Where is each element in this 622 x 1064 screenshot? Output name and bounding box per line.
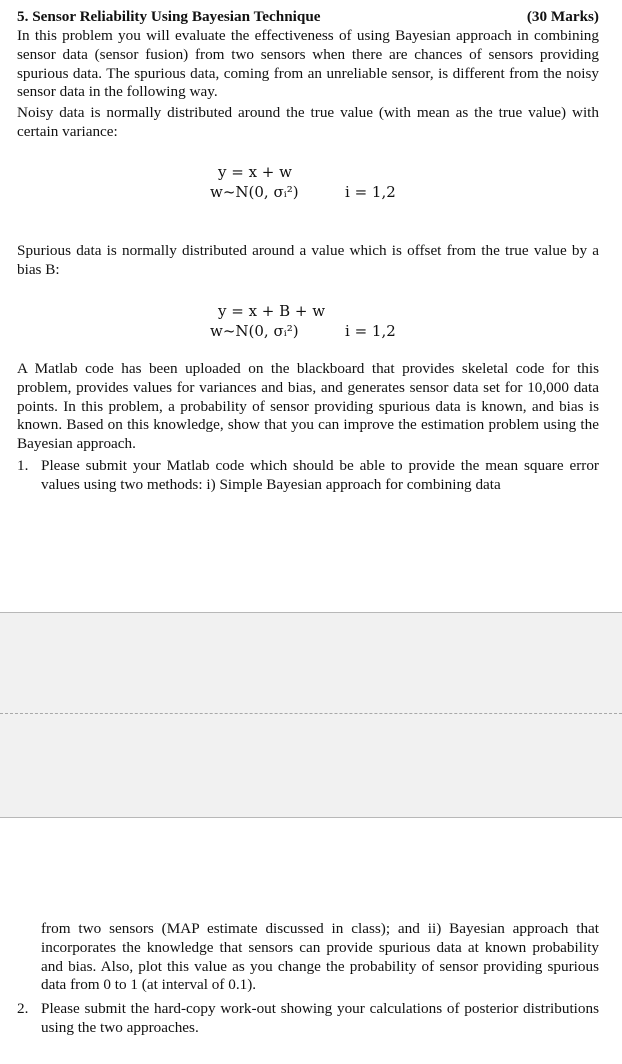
spurious-noise-distribution-equation: w~N(0, σᵢ²) xyxy=(210,322,299,340)
question-1-text-part-2: from two sensors (MAP estimate discussed in class); and ii) Bayesian approach that incorporates the knowledge that sensors can provide spurious data at known probability and bias. Also, plot this value as you change the probability of sensor providing spurious data from 0 to 1 (at interval of 0.1). xyxy=(41,920,599,994)
noisy-index-equation: i = 1,2 xyxy=(345,183,396,201)
noisy-noise-distribution-equation: w~N(0, σᵢ²) xyxy=(210,183,299,201)
page-break-area xyxy=(0,612,622,818)
problem-title: 5. Sensor Reliability Using Bayesian Technique xyxy=(17,8,321,25)
spurious-index-equation: i = 1,2 xyxy=(345,322,396,340)
marks-label: (30 Marks) xyxy=(526,8,599,25)
question-2-text: Please submit the hard-copy work-out showing your calculations of posterior distributions using the two approaches. xyxy=(41,1000,599,1036)
question-1-number: 1. xyxy=(17,457,29,474)
problem-header xyxy=(17,8,599,28)
noisy-data-equation: y = x + w xyxy=(218,163,292,181)
problem-introduction: In this problem you will evaluate the effectiveness of using Bayesian approach in combining sensor data (sensor fusion) from two sensors when there are chances of sensors providing spurious data. The spurious data, coming from an unreliable sensor, is different from the noisy sensor data in the following way. xyxy=(17,27,599,101)
noisy-data-description: Noisy data is normally distributed around the true value (with mean as the true value) with certain variance: xyxy=(17,104,599,140)
spurious-data-equation: y = x + B + w xyxy=(218,302,326,320)
page-break-divider xyxy=(0,713,622,714)
question-1-text-part-1: Please submit your Matlab code which should be able to provide the mean square error values using two methods: i) Simple Bayesian approach for combining data xyxy=(41,457,599,493)
spurious-data-description: Spurious data is normally distributed around a value which is offset from the true value by a bias B: xyxy=(17,242,599,278)
question-2-number: 2. xyxy=(17,1000,29,1017)
matlab-code-paragraph: A Matlab code has been uploaded on the blackboard that provides skeletal code for this problem, provides values for variances and bias, and generates sensor data set for 10,000 data points. In this problem, a probability of sensor providing spurious data is known, and bias is known. Based on this knowledge, show that you can improve the estimation problem using the Bayesian approach. xyxy=(17,360,599,453)
